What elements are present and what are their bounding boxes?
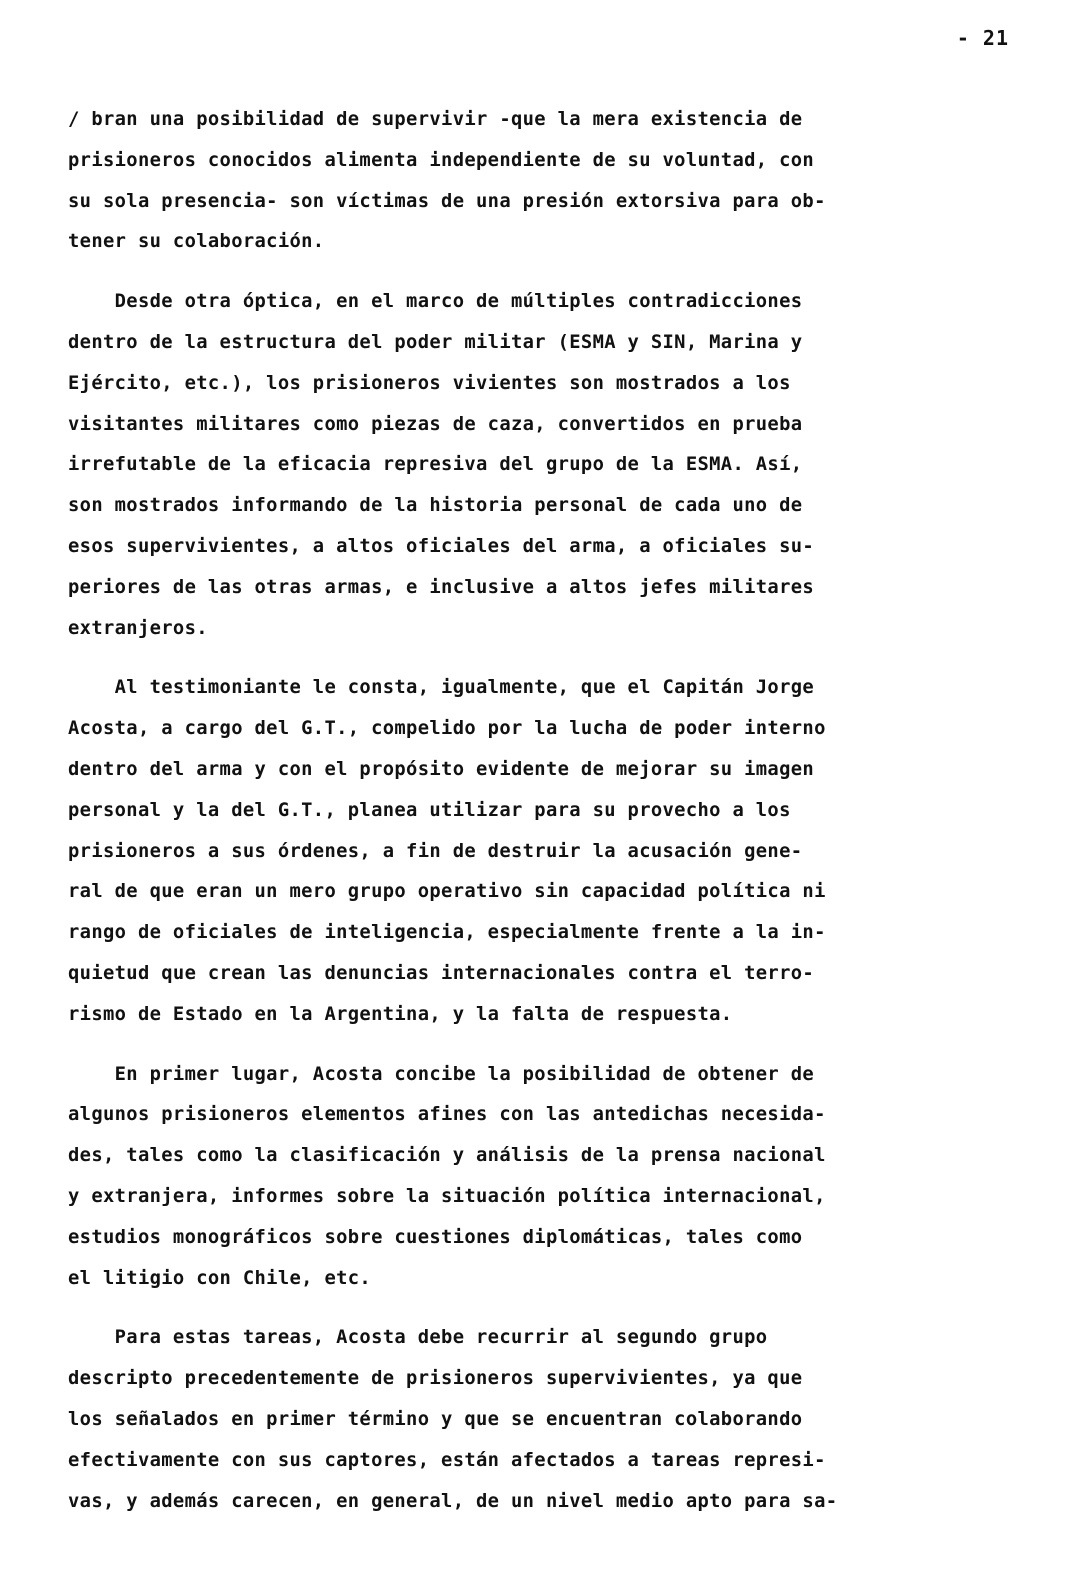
text-line: visitantes militares como piezas de caza, convertidos en prueba — [68, 413, 803, 435]
text-line: tener su colaboración. — [68, 231, 325, 253]
text-line: / bran una posibilidad de supervivir -que la mera existencia de — [68, 109, 803, 130]
text-line: Al testimoniante le consta, igualmente, que el Capitán Jorge — [68, 677, 815, 699]
paragraph — [68, 1055, 1028, 1300]
text-line: Acosta, a cargo del G.T., compelido por la lucha de poder interno — [68, 718, 826, 740]
paragraph — [68, 100, 1028, 263]
text-line: su sola presencia- son víctimas de una presión extorsiva para ob- — [68, 190, 826, 212]
text-line: son mostrados informando de la historia personal de cada uno de — [68, 495, 803, 517]
text-line: En primer lugar, Acosta concibe la posibilidad de obtener de — [68, 1063, 815, 1085]
text-line: rismo de Estado en la Argentina, y la falta de respuesta. — [68, 1003, 733, 1025]
text-line: y extranjera, informes sobre la situación política internacional, — [68, 1185, 826, 1207]
text-line: vas, y además carecen, en general, de un nivel medio apto para sa- — [68, 1490, 838, 1512]
text-line: personal y la del G.T., planea utilizar para su provecho a los — [68, 799, 791, 821]
text-line: Ejército, etc.), los prisioneros vivientes son mostrados a los — [68, 372, 791, 394]
text-line: prisioneros conocidos alimenta independiente de su voluntad, con — [68, 149, 815, 171]
text-line: rango de oficiales de inteligencia, especialmente frente a la in- — [68, 922, 826, 944]
text-line: prisioneros a sus órdenes, a fin de destruir la acusación gene- — [68, 840, 803, 862]
text-line: los señalados en primer término y que se encuentran colaborando — [68, 1408, 803, 1430]
text-line: efectivamente con sus captores, están afectados a tareas represi- — [68, 1449, 826, 1471]
paragraph — [68, 1318, 1028, 1522]
paragraph — [68, 668, 1028, 1035]
text-line: el litigio con Chile, etc. — [68, 1267, 372, 1289]
body-text — [68, 100, 1028, 1541]
text-line: des, tales como la clasificación y análisis de la prensa nacional — [68, 1145, 826, 1167]
text-line: periores de las otras armas, e inclusive a altos jefes militares — [68, 576, 815, 598]
page-number: - 21 — [956, 26, 1009, 50]
text-line: estudios monográficos sobre cuestiones diplomáticas, tales como — [68, 1226, 803, 1248]
text-line: Para estas tareas, Acosta debe recurrir al segundo grupo — [68, 1327, 768, 1349]
text-line: ral de que eran un mero grupo operativo sin capacidad política ni — [68, 881, 826, 903]
paragraph — [68, 282, 1028, 649]
text-line: dentro del arma y con el propósito evidente de mejorar su imagen — [68, 758, 815, 780]
text-line: algunos prisioneros elementos afines con las antedichas necesida- — [68, 1104, 826, 1126]
text-line: esos supervivientes, a altos oficiales del arma, a oficiales su- — [68, 535, 815, 557]
text-line: extranjeros. — [68, 617, 208, 639]
text-line: descripto precedentemente de prisioneros supervivientes, ya que — [68, 1368, 803, 1390]
text-line: quietud que crean las denuncias internacionales contra el terro- — [68, 962, 815, 984]
text-line: irrefutable de la eficacia represiva del grupo de la ESMA. Así, — [68, 454, 803, 476]
text-line: dentro de la estructura del poder militar (ESMA y SIN, Marina y — [68, 331, 803, 353]
text-line: Desde otra óptica, en el marco de múltiples contradicciones — [68, 291, 803, 313]
